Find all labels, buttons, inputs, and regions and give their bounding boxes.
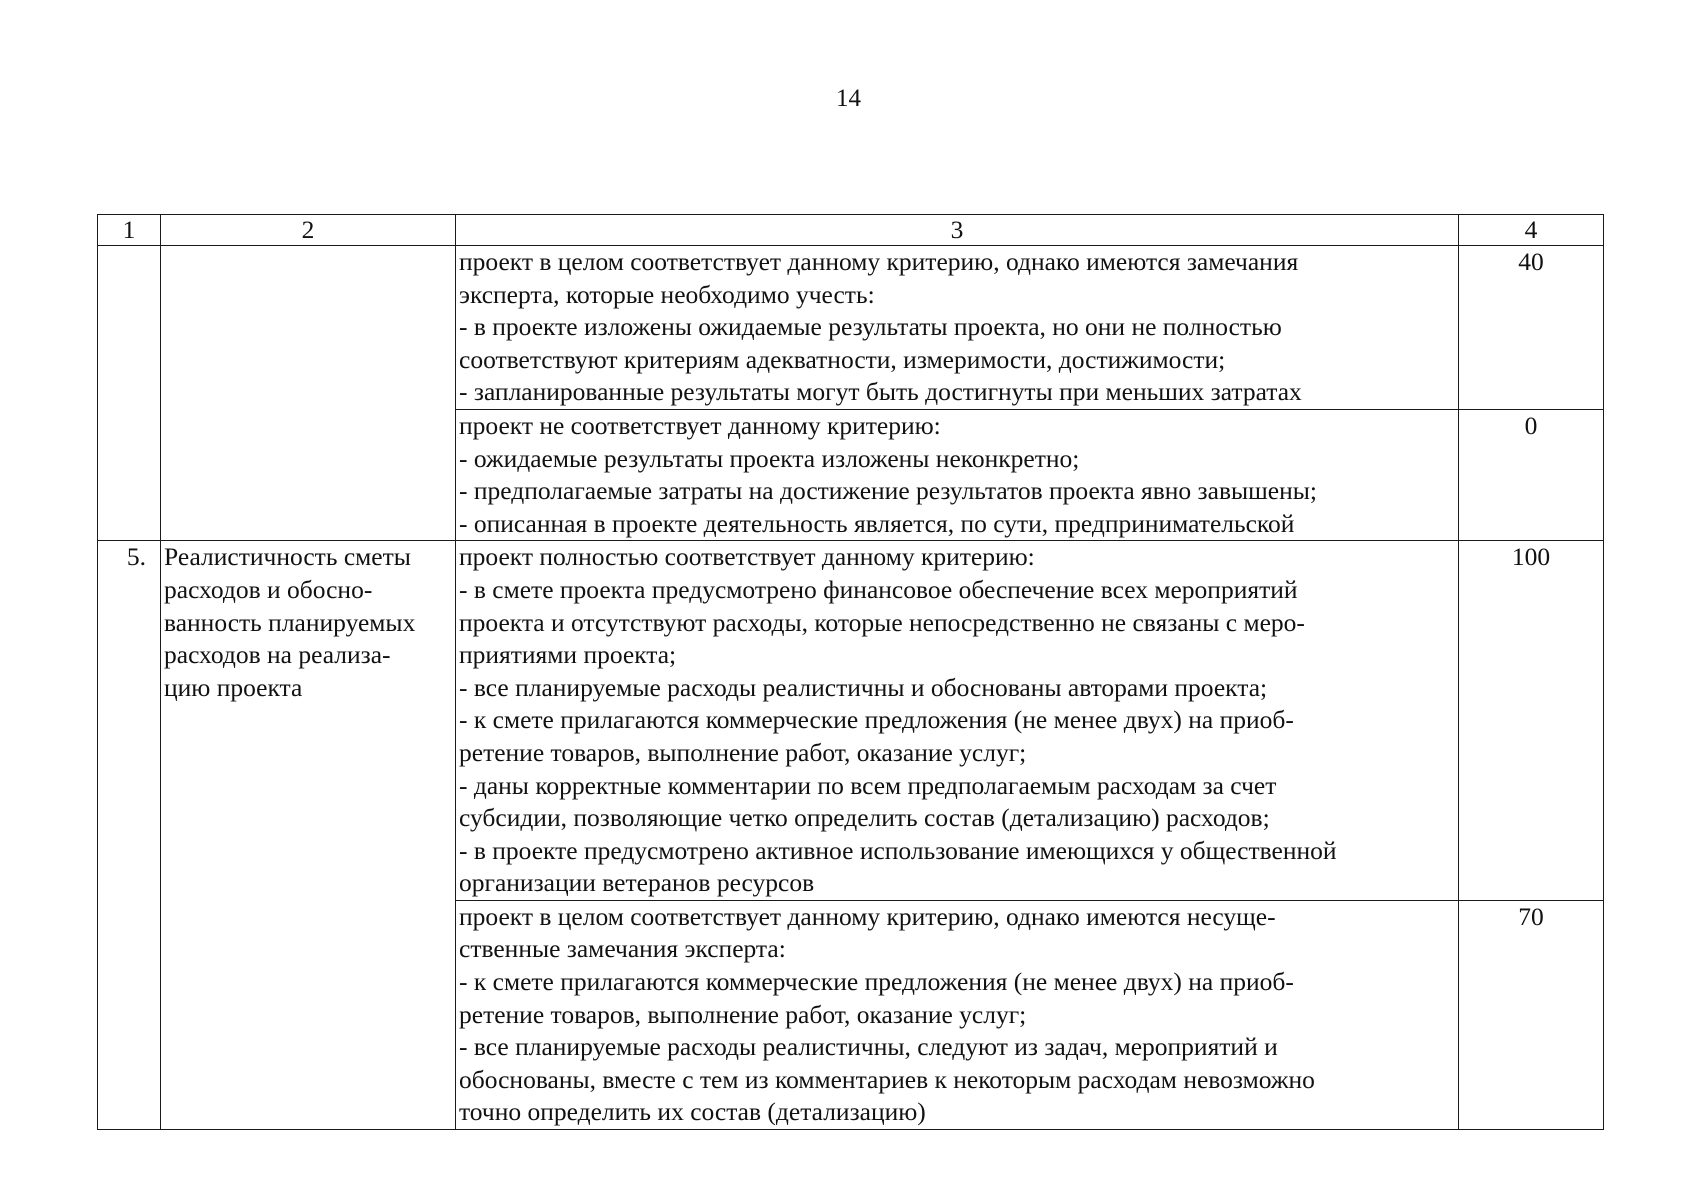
description-line: - в смете проекта предусмотрено финансовое обеспечение всех мероприятий <box>459 574 1298 604</box>
criterion-name-line: цию проекта <box>164 672 303 702</box>
description-line: ственные замечания эксперта: <box>459 934 786 964</box>
description-line: - запланированные результаты могут быть достигнуты при меньших затратах <box>459 377 1302 407</box>
description-line: - описанная в проекте деятельность является, по сути, предпринимательской <box>459 508 1295 538</box>
description-line: - ожидаемые результаты проекта изложены неконкретно; <box>459 443 1080 473</box>
description-line: - все планируемые расходы реалистичны, следуют из задач, мероприятий и <box>459 1032 1278 1062</box>
description-line: проекта и отсутствуют расходы, которые непосредственно не связаны с меро- <box>459 607 1305 637</box>
description-line: проект не соответствует данному критерию: <box>459 410 941 440</box>
criterion-number-cell <box>98 246 161 541</box>
criterion-name-cell <box>161 246 456 541</box>
score-cell: 0 <box>1459 409 1604 540</box>
description-line: - к смете прилагаются коммерческие предложения (не менее двух) на приоб- <box>459 705 1294 735</box>
criterion-description-cell <box>456 900 1459 1129</box>
criterion-description-cell <box>456 541 1459 901</box>
criterion-name-cell <box>161 541 456 1130</box>
criterion-number-cell: 5. <box>98 541 161 1130</box>
description-line: ретение товаров, выполнение работ, оказание услуг; <box>459 737 1027 767</box>
column-header-2: 2 <box>161 215 456 246</box>
description-line: - даны корректные комментарии по всем предполагаемым расходам за счет <box>459 770 1277 800</box>
description-line: проект полностью соответствует данному критерию: <box>459 542 1035 572</box>
criteria-table <box>97 214 1604 1130</box>
page-number: 14 <box>836 85 861 112</box>
table-row <box>98 541 1604 901</box>
criterion-name-line: Реалистичность сметы <box>164 542 411 572</box>
description-line: обоснованы, вместе с тем из комментариев к некоторым расходам невозможно <box>459 1064 1315 1094</box>
description-line: - все планируемые расходы реалистичны и обоснованы авторами проекта; <box>459 672 1268 702</box>
criterion-name-line: расходов на реализа- <box>164 640 391 670</box>
column-header-4: 4 <box>1459 215 1604 246</box>
description-line: организации ветеранов ресурсов <box>459 868 815 898</box>
score-cell: 70 <box>1459 900 1604 1129</box>
description-line: точно определить их состав (детализацию) <box>459 1097 926 1127</box>
description-line: соответствуют критериям адекватности, измеримости, достижимости; <box>459 344 1226 374</box>
description-line: - в проекте предусмотрено активное использование имеющихся у общественной <box>459 835 1337 865</box>
criterion-description-cell <box>456 246 1459 410</box>
description-line: проект в целом соответствует данному критерию, однако имеются несуще- <box>459 901 1276 931</box>
description-line: - предполагаемые затраты на достижение результатов проекта явно завышены; <box>459 476 1317 506</box>
column-header-3: 3 <box>456 215 1459 246</box>
criterion-description-cell <box>456 409 1459 540</box>
criterion-name-line: расходов и обосно- <box>164 574 373 604</box>
score-cell: 40 <box>1459 246 1604 410</box>
description-line: приятиями проекта; <box>459 640 677 670</box>
description-line: - к смете прилагаются коммерческие предложения (не менее двух) на приоб- <box>459 967 1294 997</box>
criterion-name-line: ванность планируемых <box>164 607 416 637</box>
description-line: субсидии, позволяющие четко определить состав (детализацию) расходов; <box>459 803 1270 833</box>
table-row <box>98 246 1604 410</box>
description-line: проект в целом соответствует данному критерию, однако имеются замечания <box>459 247 1299 276</box>
column-header-1: 1 <box>98 215 161 246</box>
description-line: ретение товаров, выполнение работ, оказание услуг; <box>459 999 1027 1029</box>
score-cell: 100 <box>1459 541 1604 901</box>
table-header-row <box>98 215 1604 246</box>
description-line: - в проекте изложены ожидаемые результаты проекта, но они не полностью <box>459 312 1282 342</box>
description-line: эксперта, которые необходимо учесть: <box>459 279 875 309</box>
